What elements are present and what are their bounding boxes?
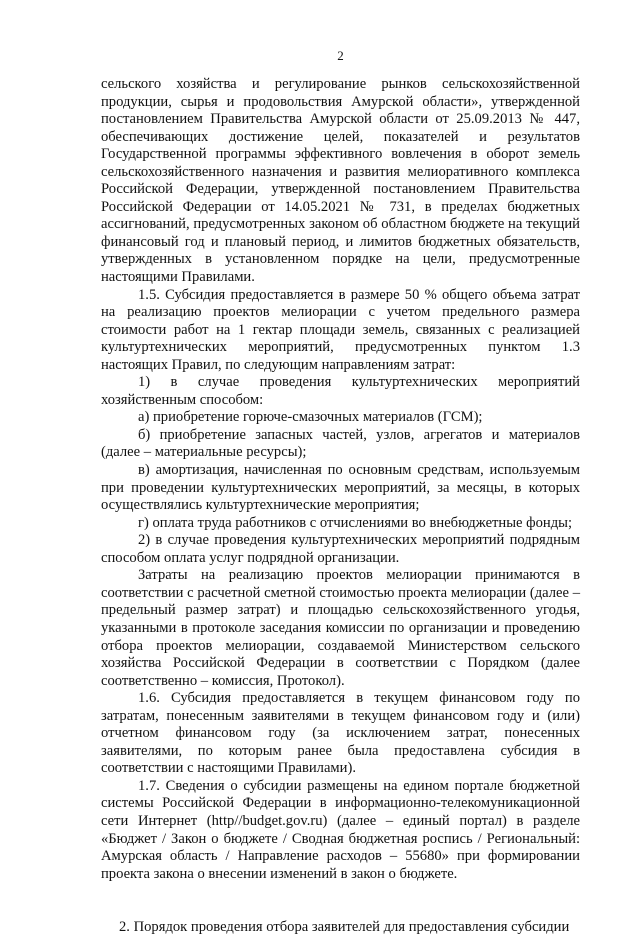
section-heading: 2. Порядок проведения отбора заявителей для предоставления субсидии [119,919,570,936]
paragraph-item-1: 1) в случае проведения культуртехнических мероприятий хозяйственным способом: [101,374,580,408]
page-number: 2 [337,48,344,63]
paragraph-costs: Затраты на реализацию проектов мелиорации принимаются в соответствии с расчетной сметной стоимостью проекта мелиорации (далее – предельный размер затрат) и площадью сельскохозяйственного угодья, указанными в протоколе заседания комиссии по организации и проведению отбора проектов мелиорации, создаваемой Министерством сельского хозяйства Российской Федерации в соответствии с Порядком (далее соответственно – комиссия, Протокол). [101,567,580,689]
paragraph-intro: сельского хозяйства и регулирование рынков сельскохозяйственной продукции, сырья и продовольствия Амурской области», утвержденной постановлением Правительства Амурской области от 25.09.2013 № 447, обеспечивающих достижение целей, показателей и результатов Государственной программы эффективного вовлечения в оборот земель сельскохозяйственного назначения и развития мелиоративного комплекса Российской Федерации, утвержденной постановлением Правительства Российской Федерации от 14.05.2021 № 731, в пределах бюджетных ассигнований, предусмотренных законом об областном бюджете на текущий финансовый год и плановый период, и лимитов бюджетных обязательств, утвержденных в установленном порядке на цели, предусмотренные настоящими Правилами. [101,76,580,286]
paragraph-item-v: в) амортизация, начисленная по основным средствам, используемым при проведении культуртехнических мероприятий, за месяцы, в которых осуществлялись культуртехнические мероприятия; [101,462,580,514]
body-text [101,76,580,883]
paragraph-item-b: б) приобретение запасных частей, узлов, агрегатов и материалов (далее – материальные ресурсы); [101,426,580,461]
paragraph-item-2: 2) в случае проведения культуртехнических мероприятий подрядным способом оплата услуг подрядной организации. [101,532,580,566]
paragraph-1-7: 1.7. Сведения о субсидии размещены на едином портале бюджетной системы Российской Федерации в информационно-телекомуникационной сети Интернет (http//budget.gov.ru) (далее – единый портал) в разделе «Бюджет / Закон о бюджете / Сводная бюджетная роспись / Региональный: Амурская область / Направление расходов – 55680» при формировании проекта закона о внесении изменений в закон о бюджете. [101,777,580,882]
paragraph-1-5: 1.5. Субсидия предоставляется в размере 50 % общего объема затрат на реализацию проектов мелиорации с учетом предельного размера стоимости работ на 1 гектар площади земель, связанных с реализацией культуртехнических мероприятий, предусмотренных пунктом 1.3 настоящих Правил, по следующим направлениям затрат: [101,286,580,373]
paragraph-item-a: а) приобретение горюче-смазочных материалов (ГСМ); [138,409,483,426]
paragraph-item-g: г) оплата труда работников с отчислениями во внебюджетные фонды; [138,514,573,531]
paragraph-1-6: 1.6. Субсидия предоставляется в текущем финансовом году по затратам, понесенным заявителями в текущем финансовом году и (или) отчетном финансовом году (за исключением затрат, понесенных заявителями, по которым ранее была предоставлена субсидия в соответствии с настоящими Правилами). [101,690,580,777]
